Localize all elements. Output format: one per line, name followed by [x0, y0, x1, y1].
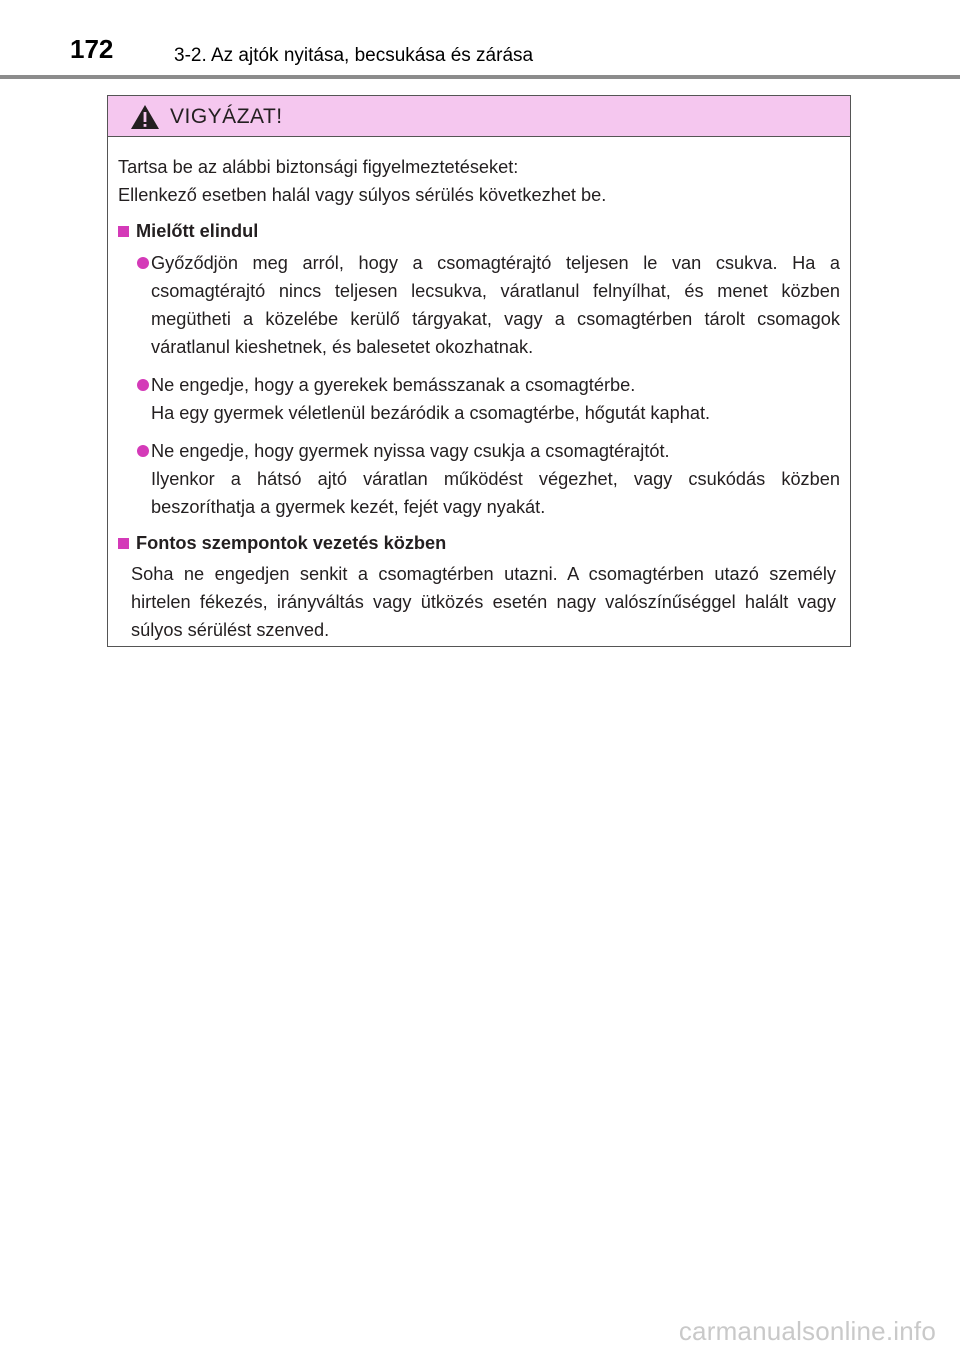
bullet-text: Ne engedje, hogy a gyerekek bemásszanak a csomagtérbe.: [151, 375, 636, 395]
section-heading-while-driving: [118, 529, 840, 557]
square-bullet-icon: [118, 226, 129, 237]
intro-line: Ellenkező esetben halál vagy súlyos sérülés következhet be.: [118, 185, 607, 205]
watermark-text: carmanualsonline.info: [678, 1316, 936, 1346]
page-number: 172: [70, 34, 114, 64]
header-divider: [0, 75, 960, 79]
warning-triangle-icon: [130, 104, 160, 130]
bullet-text: Ilyenkor a hátsó ajtó váratlan működést végezhet, vagy csukódás közben beszoríthatja a gyermek kezét, fejét vagy nyakát.: [151, 469, 840, 517]
list-item: [118, 371, 840, 427]
section-heading-before-driving: [118, 217, 840, 245]
paragraph-text: Soha ne engedjen senkit a csomagtérben utazni. A csomagtérben utazó személy hirtelen fékezés, irányváltás vagy ütközés esetén nagy valószínűséggel halált vagy súlyos sérülést szenved.: [131, 564, 836, 640]
bullet-text: Ha egy gyermek véletlenül bezáródik a csomagtérbe, hőgutát kaphat.: [151, 403, 711, 423]
list-item: [118, 249, 840, 361]
warning-header: [108, 96, 850, 137]
section-paragraph: [118, 560, 840, 644]
square-bullet-icon: [118, 538, 129, 549]
round-bullet-icon: [137, 257, 149, 269]
list-item: [118, 437, 840, 521]
warning-body: [108, 137, 850, 644]
section-title: 3-2. Az ajtók nyitása, becsukása és zárása: [174, 45, 534, 66]
section-heading-text: Mielőtt elindul: [136, 221, 259, 241]
page-header: [0, 0, 960, 80]
bullet-text: Ne engedje, hogy gyermek nyissa vagy csukja a csomagtérajtót.: [151, 441, 670, 461]
bullet-text: Győződjön meg arról, hogy a csomagtérajtó teljesen le van csukva. Ha a csomagtérajtó nincs teljesen lecsukva, váratlanul felnyílhat, és menet közben megütheti a közelébe kerülő tárgyakat, vagy a csomagtérben tárolt csomagok váratlanul kieshetnek, és balesetet okozhatnak.: [151, 253, 840, 357]
section-heading-text: Fontos szempontok vezetés közben: [136, 533, 447, 553]
warning-intro: [118, 153, 840, 209]
intro-line: Tartsa be az alábbi biztonsági figyelmeztetéseket:: [118, 157, 519, 177]
round-bullet-icon: [137, 445, 149, 457]
warning-title: VIGYÁZAT!: [170, 105, 283, 128]
round-bullet-icon: [137, 379, 149, 391]
warning-box: [107, 95, 851, 647]
